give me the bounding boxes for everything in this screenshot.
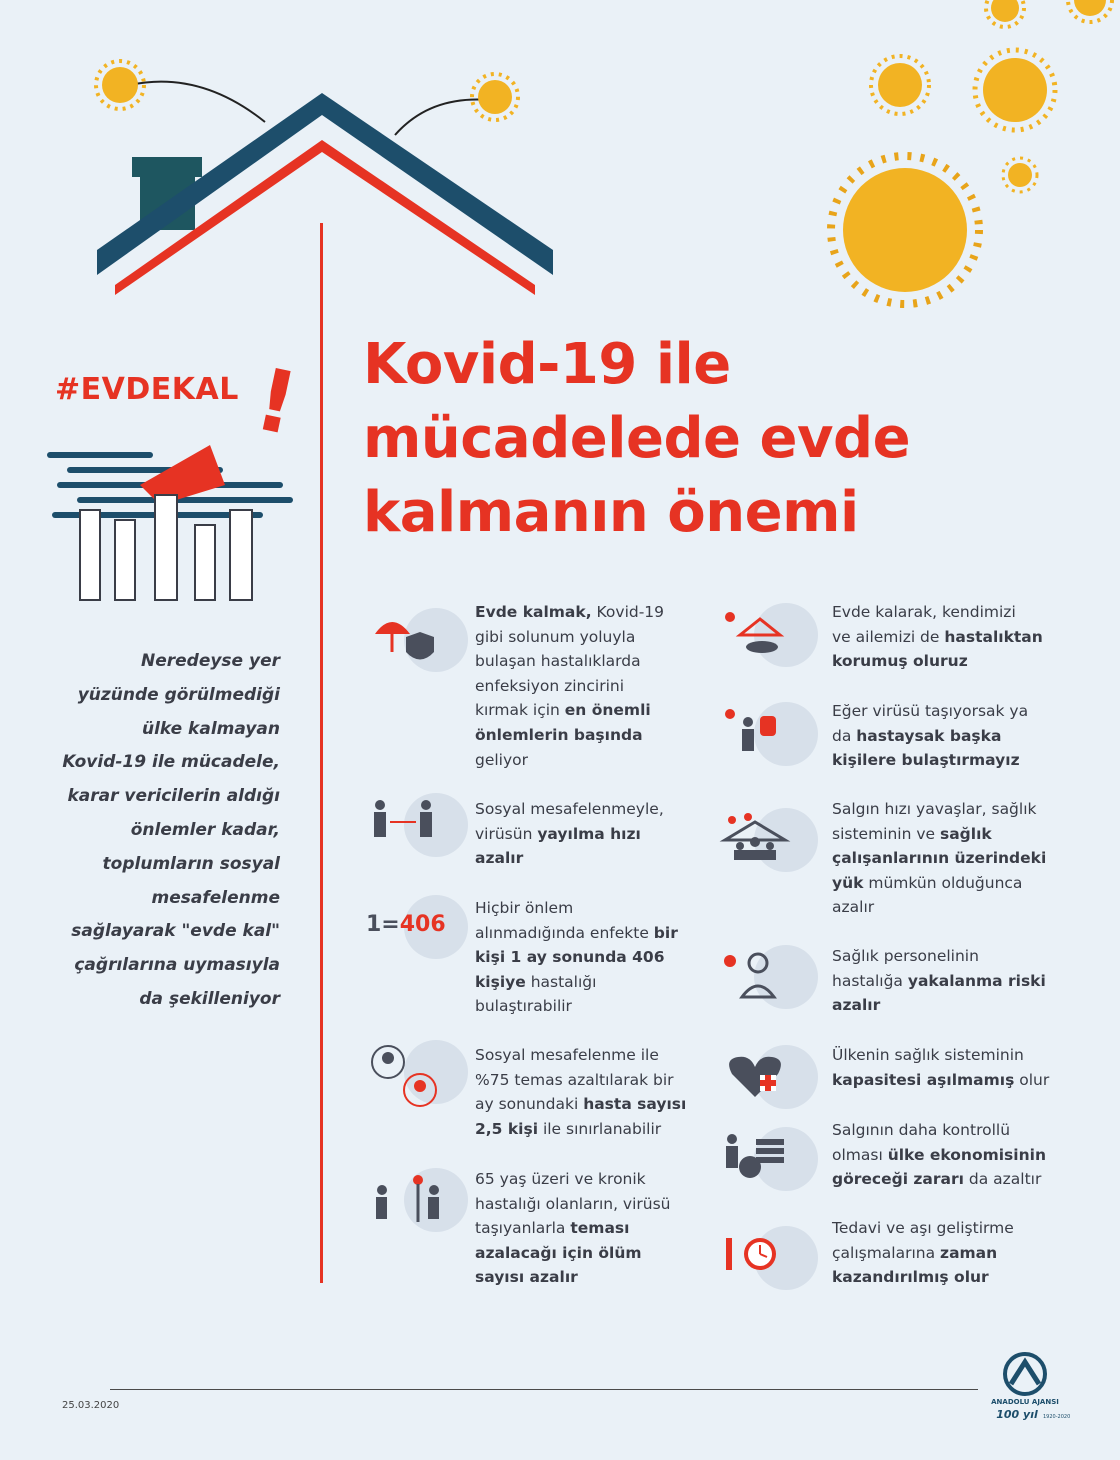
body-text: %75 temas azaltılarak bir xyxy=(475,1070,674,1089)
info-item-line xyxy=(475,846,710,871)
body-text: Tedavi ve aşı geliştirme xyxy=(832,1219,1014,1237)
emphasis-text: azalacağı için ölüm xyxy=(475,1243,642,1262)
body-text: da azaltır xyxy=(963,1170,1042,1189)
body-text: Hiçbir önlem xyxy=(475,899,574,917)
emphasis-text: hasta sayısı xyxy=(583,1095,687,1114)
roof-illustration xyxy=(0,0,1120,320)
health-capacity-icon xyxy=(720,1049,790,1105)
emphasis-text: azalır xyxy=(475,849,524,868)
info-item-line xyxy=(832,1241,1067,1266)
body-text: hastalığı xyxy=(525,972,597,991)
side-text-line: yüzünde görülmediği xyxy=(77,684,280,705)
emphasis-text: yük xyxy=(832,873,864,892)
info-item-line xyxy=(475,1241,710,1266)
body-text: mümkün olduğunca xyxy=(863,873,1023,892)
info-item-line xyxy=(832,748,1067,773)
hashtag: #EVDEKAL xyxy=(55,372,239,407)
info-item-line xyxy=(475,1092,710,1117)
stop-spread-icon xyxy=(720,706,790,762)
body-text: ve ailemizi de xyxy=(832,627,945,646)
virus-icon xyxy=(1068,0,1112,22)
economy-icon xyxy=(720,1131,790,1187)
svg-text:1920-2020: 1920-2020 xyxy=(1043,1414,1071,1420)
info-item-line xyxy=(475,1068,710,1093)
info-item-line xyxy=(832,969,1067,994)
megaphone-protest-illustration xyxy=(40,335,310,605)
info-item xyxy=(475,1167,710,1290)
info-item-line xyxy=(832,944,1067,969)
house-protection-icon xyxy=(720,607,790,663)
info-item-line xyxy=(475,698,710,723)
info-item xyxy=(475,600,710,772)
emphasis-text: yakalanma riski xyxy=(907,971,1046,990)
emphasis-text: sağlık xyxy=(940,824,992,843)
info-item-line xyxy=(475,797,710,822)
info-item-line xyxy=(832,822,1067,847)
body-text: gibi solunum yoluyla xyxy=(475,627,636,646)
virus-icon xyxy=(975,50,1055,130)
info-item-line xyxy=(475,921,710,946)
body-text: ay sonundaki xyxy=(475,1095,584,1114)
info-item-line xyxy=(832,1118,1067,1143)
ratio-left: 1= xyxy=(366,912,400,937)
info-item xyxy=(832,1216,1067,1290)
virus-icon xyxy=(1003,158,1037,192)
svg-text:100 yıl: 100 yıl xyxy=(996,1408,1038,1421)
side-description xyxy=(40,645,280,1017)
body-text: Eğer virüsü taşıyorsak ya xyxy=(832,702,1029,720)
info-item xyxy=(832,1043,1067,1092)
info-item xyxy=(832,797,1067,920)
body-text: 65 yaş üzeri ve kronik xyxy=(475,1170,646,1188)
emphasis-text: sayısı azalır xyxy=(475,1268,578,1287)
body-text: Sosyal mesafelenme ile xyxy=(475,1046,659,1064)
umbrella-shield-icon xyxy=(370,612,440,668)
virus-icon xyxy=(831,156,979,304)
ratio-right: 406 xyxy=(399,912,446,937)
info-item-line xyxy=(832,895,1067,920)
body-text: alınmadığında enfekte xyxy=(475,923,654,942)
body-text: Sağlık personelinin xyxy=(832,947,979,965)
info-item-line xyxy=(832,1068,1067,1093)
emphasis-text: yayılma hızı xyxy=(537,824,641,843)
emphasis-text: en önemli xyxy=(564,701,651,720)
emphasis-text: kapasitesi aşılmamış xyxy=(832,1070,1015,1089)
emphasis-text: önlemlerin başında xyxy=(475,725,643,744)
info-item xyxy=(832,944,1067,1018)
side-text-line: toplumların sosyal xyxy=(102,853,280,874)
info-item-line xyxy=(832,871,1067,896)
side-text-line: önlemler kadar, xyxy=(130,819,280,840)
emphasis-text: hastalıktan xyxy=(944,627,1043,646)
info-item-line xyxy=(832,724,1067,749)
info-item-line xyxy=(832,1167,1067,1192)
body-text: bulaştırabilir xyxy=(475,997,572,1016)
info-item-line xyxy=(832,846,1067,871)
info-item-line xyxy=(475,600,710,625)
page-title: Kovid-19 ile mücadelede evde kalmanın önemi xyxy=(363,332,911,545)
body-text: Sosyal mesafelenmeyle, xyxy=(475,800,664,818)
body-text: sisteminin ve xyxy=(832,824,940,843)
date-label: 25.03.2020 xyxy=(62,1400,120,1411)
info-item-line xyxy=(832,797,1067,822)
body-text: Kovid-19 xyxy=(591,603,665,621)
info-item-line xyxy=(832,1265,1067,1290)
elderly-protection-icon xyxy=(370,1172,440,1228)
info-item-line xyxy=(475,1216,710,1241)
side-text-line: Neredeyse yer xyxy=(140,651,280,671)
virus-icon xyxy=(472,74,518,120)
vaccine-time-icon xyxy=(720,1230,790,1286)
body-text: geliyor xyxy=(475,750,529,769)
body-text: bulaşan hastalıklarda xyxy=(475,652,641,671)
info-item xyxy=(475,797,710,871)
body-text: da xyxy=(832,726,857,745)
body-text: olur xyxy=(1014,1070,1050,1089)
info-item-line xyxy=(475,822,710,847)
ratio-badge xyxy=(366,912,446,937)
info-item xyxy=(475,896,710,1019)
body-text: Salgının daha kontrollü xyxy=(832,1121,1011,1139)
body-text: Evde kalarak, kendimizi xyxy=(832,603,1016,621)
info-item-line xyxy=(475,970,710,995)
body-text: Ülkenin sağlık sisteminin xyxy=(832,1046,1024,1064)
anadolu-ajansi-logo xyxy=(985,1352,1071,1442)
info-item-line xyxy=(475,1192,710,1217)
info-item-line xyxy=(475,896,710,921)
info-item-line xyxy=(475,1167,710,1192)
body-text: hastalığa xyxy=(832,971,908,990)
emphasis-text: kişi 1 ay sonunda 406 xyxy=(475,948,665,967)
body-text: azalır xyxy=(832,898,875,917)
body-text: enfeksiyon zincirini xyxy=(475,676,625,695)
info-item xyxy=(475,1043,710,1141)
contact-reduction-icon xyxy=(370,1044,440,1100)
emphasis-text: kişilere bulaştırmayız xyxy=(832,751,1020,770)
emphasis-text: teması xyxy=(570,1219,630,1238)
side-text-line: sağlayarak "evde kal" xyxy=(71,921,280,942)
body-text: virüsün xyxy=(475,824,538,843)
emphasis-text: hastaysak başka xyxy=(856,726,1002,745)
body-text: hastalığı olanların, virüsü xyxy=(475,1194,671,1213)
body-text: çalışmalarına xyxy=(832,1243,941,1262)
side-text-line: mesafelenme xyxy=(151,887,280,908)
doctor-icon xyxy=(720,949,790,1005)
emphasis-text: ülke ekonomisinin xyxy=(887,1145,1046,1164)
info-item-line xyxy=(475,1265,710,1290)
emphasis-text: kişiye xyxy=(475,972,526,991)
body-text: ile sınırlanabilir xyxy=(538,1119,662,1138)
emphasis-text: 2,5 kişi xyxy=(475,1119,539,1138)
info-item-line xyxy=(832,1143,1067,1168)
body-text: olması xyxy=(832,1145,888,1164)
emphasis-text: çalışanlarının üzerindeki xyxy=(832,849,1047,868)
divider-horizontal xyxy=(110,1389,978,1390)
info-item-line xyxy=(832,699,1067,724)
info-item xyxy=(832,699,1067,773)
side-text-line: ülke kalmayan xyxy=(141,718,280,739)
info-item-line xyxy=(475,649,710,674)
emphasis-text: kazandırılmış olur xyxy=(832,1268,989,1287)
exclamation-mark: ! xyxy=(246,349,306,456)
info-item-line xyxy=(832,625,1067,650)
body-text: taşıyanlarla xyxy=(475,1219,571,1238)
info-item-line xyxy=(832,1216,1067,1241)
info-item-line xyxy=(475,1043,710,1068)
info-item xyxy=(832,1118,1067,1192)
info-item-line xyxy=(475,748,710,773)
virus-icon xyxy=(96,61,144,109)
side-text-line: karar vericilerin aldığı xyxy=(67,786,280,807)
divider-vertical xyxy=(320,223,323,1283)
emphasis-text: korumuş oluruz xyxy=(832,652,968,671)
emphasis-text: Evde kalmak, xyxy=(475,603,592,621)
emphasis-text: bir xyxy=(653,923,678,942)
social-distance-icon xyxy=(370,797,440,853)
side-text-line: çağrılarına uymasıyla xyxy=(74,955,280,976)
virus-icon xyxy=(871,56,929,114)
emphasis-text: azalır xyxy=(832,996,881,1015)
info-item-line xyxy=(832,993,1067,1018)
info-item xyxy=(832,600,1067,674)
body-text: Salgın hızı yavaşlar, sağlık xyxy=(832,800,1037,818)
svg-text:ANADOLU AJANSI: ANADOLU AJANSI xyxy=(991,1398,1059,1406)
body-text: kırmak için xyxy=(475,701,565,720)
info-item-line xyxy=(475,625,710,650)
healthcare-workers-icon xyxy=(720,812,790,868)
info-item-line xyxy=(475,945,710,970)
info-item-line xyxy=(475,723,710,748)
info-item-line xyxy=(832,1043,1067,1068)
info-item-line xyxy=(832,649,1067,674)
virus-icon xyxy=(986,0,1024,27)
info-item-line xyxy=(475,674,710,699)
side-text-line: da şekilleniyor xyxy=(139,988,280,1009)
side-text-line: Kovid-19 ile mücadele, xyxy=(62,752,280,773)
info-item-line xyxy=(832,600,1067,625)
info-item-line xyxy=(475,1117,710,1142)
emphasis-text: zaman xyxy=(940,1243,998,1262)
info-item-line xyxy=(475,994,710,1019)
emphasis-text: göreceği zararı xyxy=(832,1170,964,1189)
